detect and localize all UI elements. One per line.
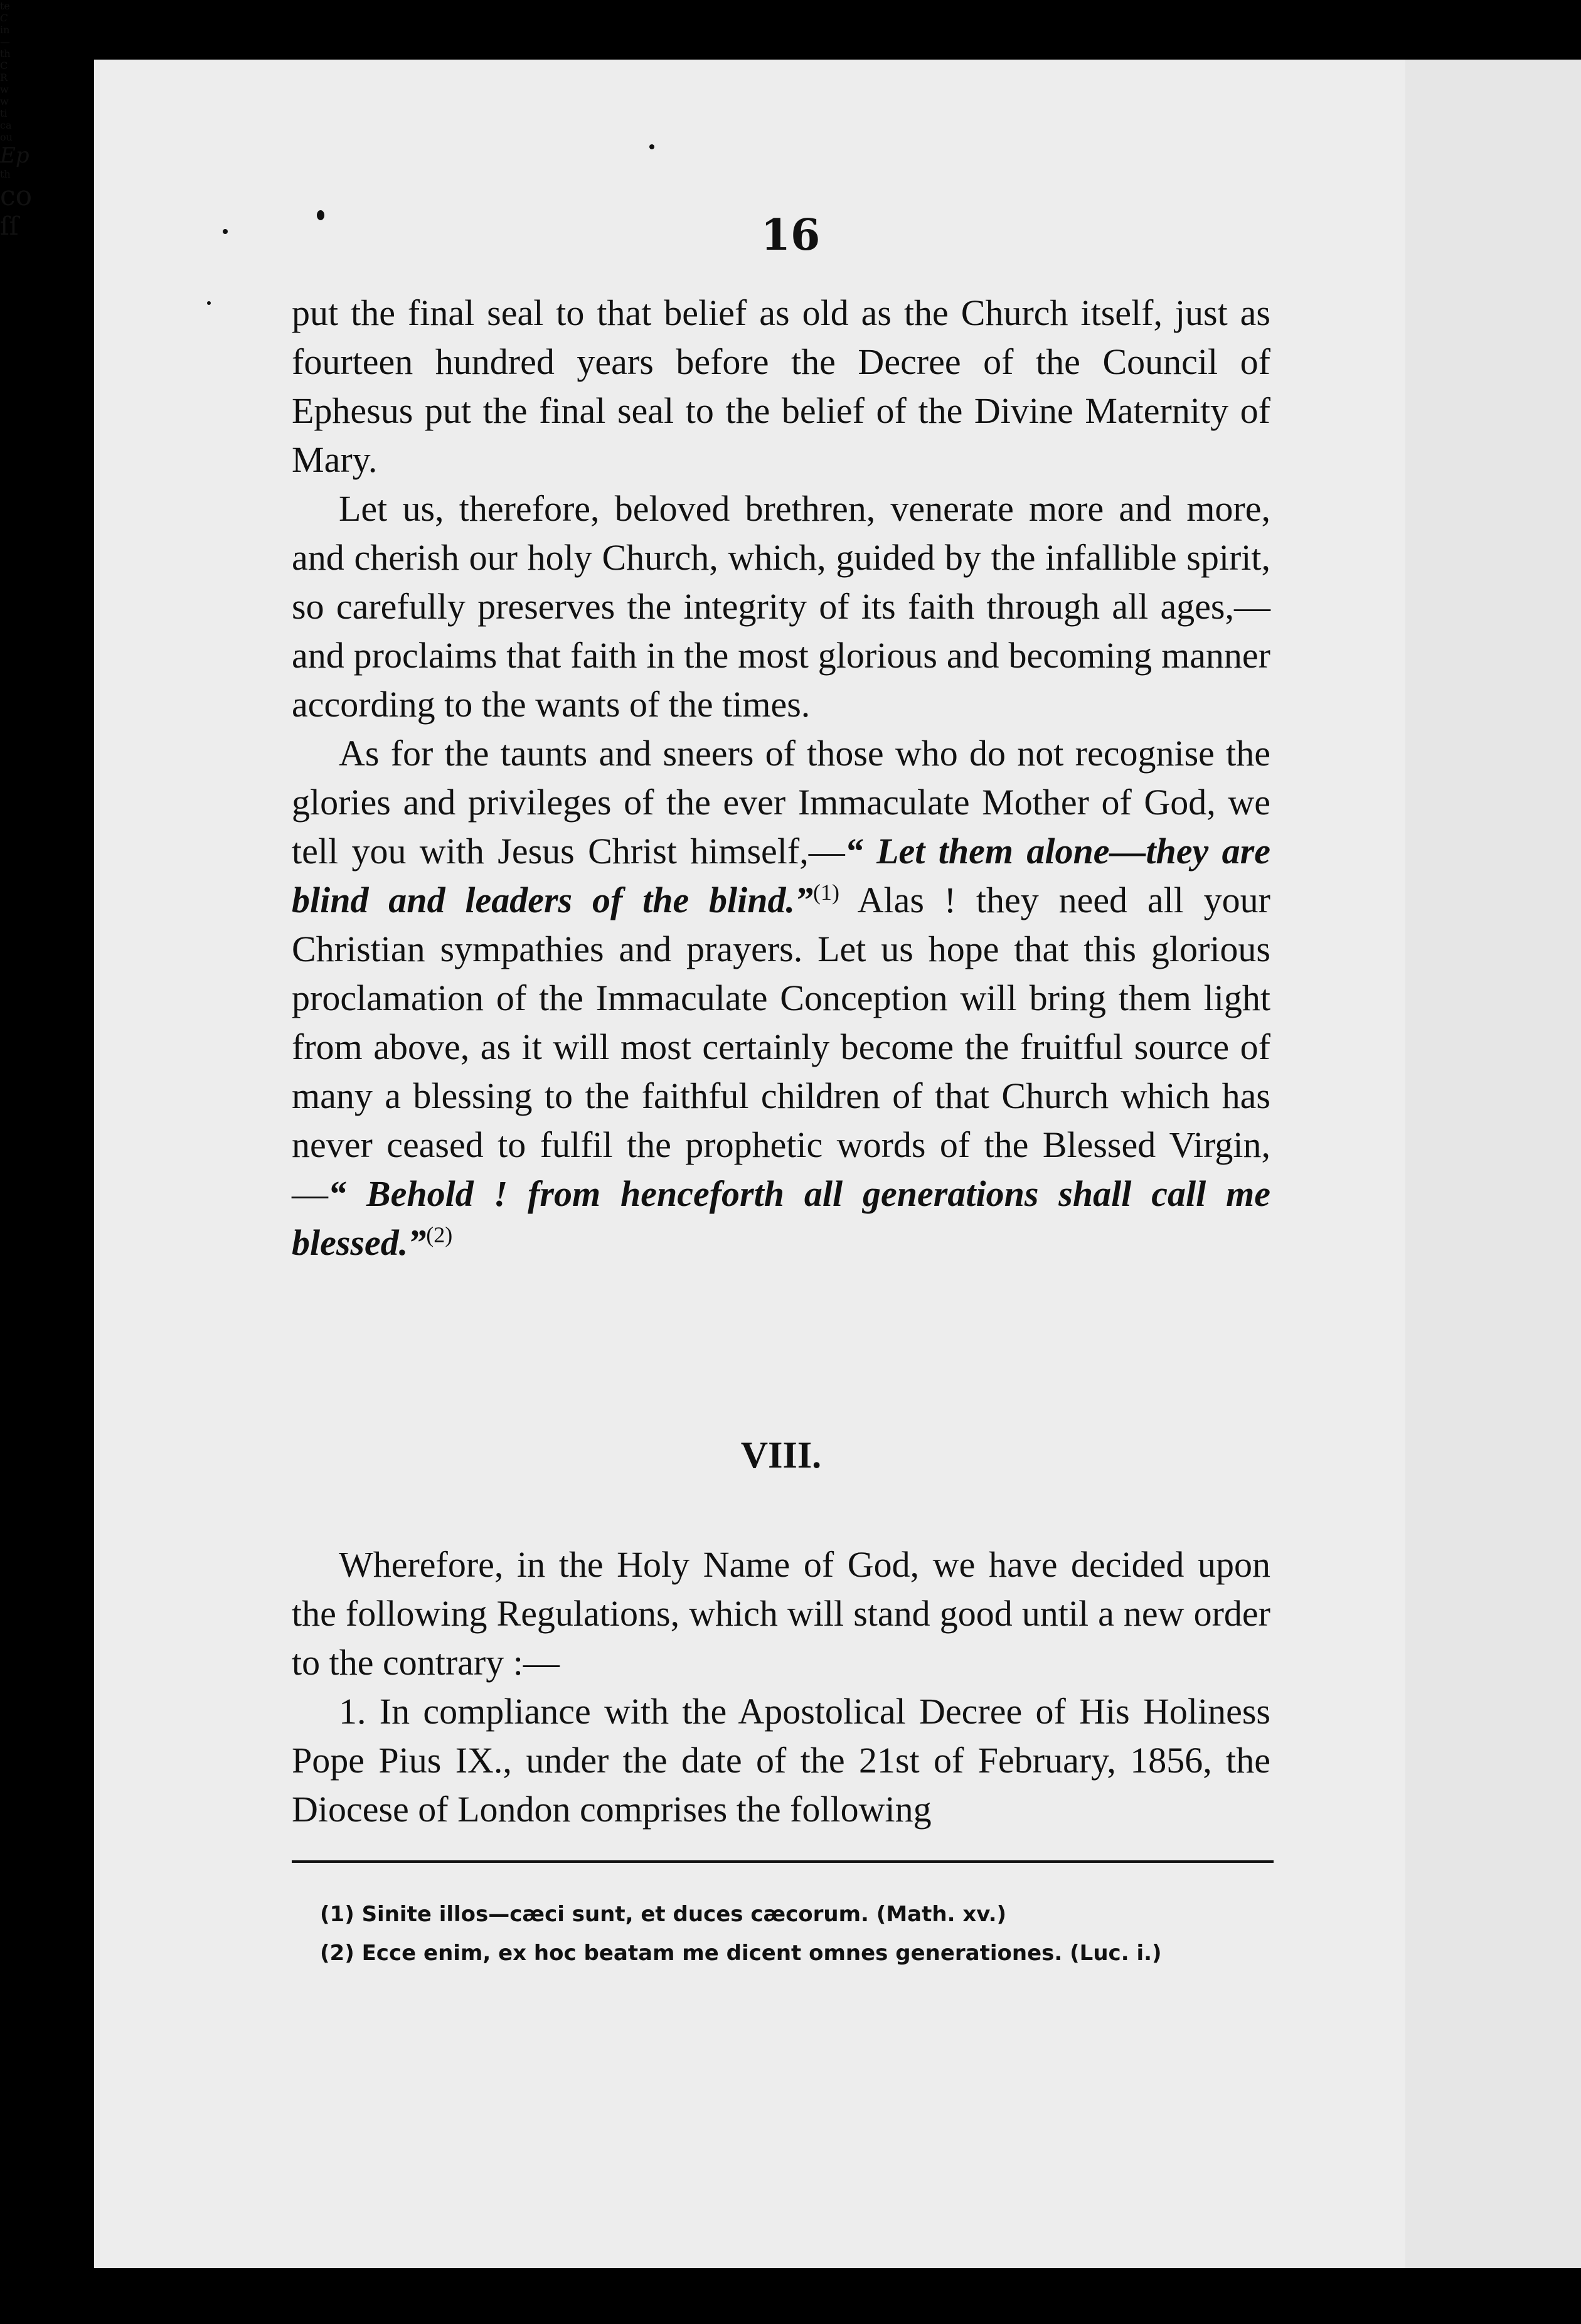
fragment: C (0, 12, 8, 24)
footnote: (1) Sinite illos—cæci sunt, et duces cæcorum. (Math. xv.) (320, 1902, 1007, 1927)
footnote: (2) Ecce enim, ex hoc beatam me dicent omnes generationes. (Luc. i.) (320, 1941, 1162, 1966)
paragraph: Let us, therefore, beloved brethren, venerate more and more, and cherish our holy Church, which, guided by the infallible spirit, so carefully preserves the integrity of its faith through all ages,—and proclaims that faith in the most glorious and becoming manner according to the wants of the times. (292, 488, 1270, 725)
paragraph-text: As for the taunts and sneers of those who do not recognise the glories and privileges of the ever Immaculate Mother of God, we tell you with Jesus Christ himself,— (292, 733, 1270, 872)
footnotes (320, 1895, 1261, 1973)
fragment: Ep (0, 143, 29, 168)
footnote-divider (292, 1860, 1274, 1863)
paragraph (292, 729, 1270, 1267)
fragment: R (0, 72, 8, 83)
fragment: ti (0, 107, 8, 119)
fragment: ſſ (0, 212, 19, 241)
fragment: — (0, 36, 10, 48)
paragraph: put the final seal to that belief as old as the Church itself, just as fourteen hundred years before the Decree of the Council of Ephesus put the final seal to the belief of the Divine Maternity of Mary. (292, 292, 1270, 480)
section-heading: VIII. (740, 1434, 822, 1476)
fragment: in (0, 24, 10, 36)
fragment: th (0, 168, 11, 180)
print-speck (207, 301, 211, 305)
scripture-quote: “ Behold ! from henceforth all generations shall call me blessed.” (292, 1173, 1270, 1263)
main-text-bottom (292, 1540, 1270, 1834)
paragraph-text: Alas ! they need all your Christian sympathies and prayers. Let us hope that this glorious proclamation of the Immaculate Conception will bring them light from above, as it will most certainly become the fruitful source of many a blessing to the faithful children of that Church which has never ceased to fulfil the prophetic words of the Blessed Virgin,— (292, 880, 1270, 1214)
paragraph: 1. In compliance with the Apostolical Decree of His Holiness Pope Pius IX., under the date of the 21st of February, 1856, the Diocese of London comprises the following (292, 1691, 1270, 1830)
footnote-ref: (2) (426, 1222, 453, 1247)
scripture-quote: “ Let them alone—they are blind and leaders of the blind.” (292, 831, 1270, 920)
fragment: w (0, 95, 9, 107)
fragment: th (0, 48, 11, 60)
footnote-ref: (1) (813, 880, 839, 905)
print-speck (649, 144, 654, 149)
fragment: co (0, 180, 33, 212)
paragraph: Wherefore, in the Holy Name of God, we have decided upon the following Regulations, which will stand good until a new order to the contrary :— (292, 1544, 1270, 1683)
adjacent-page-edge (1405, 60, 1581, 2268)
fragment: w (0, 83, 9, 95)
fragment: ca (0, 119, 12, 131)
page-number: 16 (760, 210, 821, 260)
fragment: ou (0, 131, 13, 143)
fragment: C (0, 60, 8, 72)
fragment: te (0, 0, 10, 12)
main-text-top (292, 289, 1270, 1267)
